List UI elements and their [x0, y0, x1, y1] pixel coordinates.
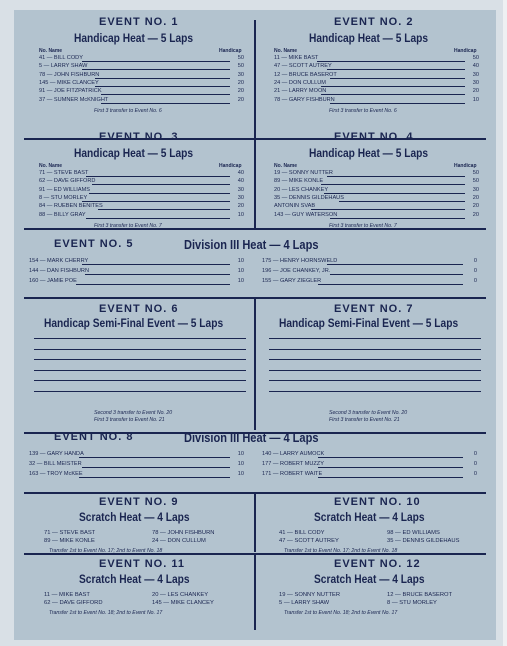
entry-row	[274, 80, 479, 87]
entry-row	[262, 258, 477, 265]
entry-handicap: 0	[473, 451, 477, 457]
entry-line	[327, 176, 465, 177]
entry-name: ANTONIN SVAB	[274, 203, 316, 210]
transfer-note: First 3 transfer to Event No. 7	[94, 223, 162, 229]
entry-name: 19 — SONNY NUTTER	[274, 170, 333, 176]
entry-right: 35 — DENNIS GILDEHAUS	[387, 538, 460, 544]
entry-line	[318, 477, 463, 478]
entry-row	[39, 212, 244, 219]
entry-name: 12 — BRUCE BASEROT	[274, 71, 337, 78]
entry-handicap: 50	[472, 170, 479, 176]
entry-line	[311, 209, 465, 210]
entry-row	[274, 178, 479, 185]
event-title: Handicap Heat — 5 Laps	[74, 146, 194, 160]
entry-name: 24 — DON CULLUM	[274, 79, 326, 86]
entry-handicap: 10	[237, 471, 244, 477]
entry-handicap: 30	[472, 186, 479, 193]
entry-name: 177 — ROBERT MUZZY	[262, 461, 324, 467]
entry-handicap: 10	[237, 258, 244, 264]
entry-line	[95, 86, 230, 87]
blank-entry-line	[34, 338, 246, 339]
program-page	[14, 10, 496, 640]
column-header-handicap: Handicap	[219, 48, 242, 54]
transfer-note: Second 3 transfer to Event No. 20	[329, 410, 408, 416]
transfer-note: First 3 transfer to Event No. 6	[94, 108, 162, 114]
entry-row	[274, 55, 479, 62]
entry-row	[39, 170, 244, 177]
entry-handicap: 10	[237, 278, 244, 284]
event-title: Scratch Heat — 4 Laps	[314, 510, 425, 524]
entry-row	[39, 88, 244, 95]
entry-name: 91 — ED WILLIAMS	[39, 186, 90, 193]
entry-line	[82, 264, 230, 265]
entry-line	[321, 94, 466, 95]
entry-row	[262, 278, 477, 285]
entry-row	[39, 178, 244, 185]
entry-name: 32 — BILL MEISTER	[29, 461, 82, 467]
entry-line	[82, 467, 230, 468]
entry-right: 12 — BRUCE BASEROT	[387, 592, 453, 598]
entry-row	[274, 187, 479, 194]
event-title: Scratch Heat — 4 Laps	[79, 572, 190, 586]
entry-name: 88 — BILLY GRAY	[39, 211, 86, 218]
entry-handicap: 0	[473, 471, 477, 477]
entry-handicap: 20	[237, 96, 244, 103]
event-label: EVENT NO. 5	[54, 238, 134, 250]
transfer-note: Second 3 transfer to Event No. 20	[94, 410, 173, 416]
entry-left: 19 — SONNY NUTTER	[279, 592, 341, 598]
entry-name: 62 — DAVE GIFFORD	[39, 178, 96, 185]
blank-entry-line	[34, 349, 246, 350]
column-header-name: No. Name	[274, 163, 298, 169]
blank-entry-line	[269, 359, 481, 360]
entry-line	[79, 457, 230, 458]
entry-handicap: 10	[237, 451, 244, 457]
event-title: Scratch Heat — 4 Laps	[79, 510, 190, 524]
entry-row	[274, 63, 479, 70]
entry-line	[86, 176, 231, 177]
transfer-note: First 3 transfer to Event No. 6	[329, 108, 397, 114]
entry-handicap: 40	[472, 63, 479, 70]
entry-right: 98 — ED WILLIAMS	[387, 530, 440, 536]
entry-line	[92, 184, 230, 185]
entry-handicap: 20	[472, 211, 479, 218]
entry-left: 11 — MIKE BAST	[44, 592, 90, 598]
entry-name: 8 — STU MORLEY	[39, 194, 88, 201]
entry-right: 145 — MIKE CLANCEY	[152, 600, 214, 606]
entry-name: 155 — GARY ZIEGLER	[262, 278, 322, 284]
paper-edge	[503, 0, 507, 646]
entry-row	[39, 187, 244, 194]
entry-left: 62 — DAVE GIFFORD	[44, 600, 103, 606]
transfer-note: First 3 transfer to Event No. 21	[94, 417, 165, 423]
entry-right: 24 — DON CULLUM	[152, 538, 206, 544]
entry-handicap: 0	[473, 268, 477, 274]
entry-handicap: 20	[472, 203, 479, 210]
column-header-name: No. Name	[39, 48, 63, 54]
event-label: EVENT NO. 10	[334, 496, 421, 508]
entry-handicap: 50	[472, 178, 479, 185]
entry-row	[262, 461, 477, 468]
entry-handicap: 40	[237, 178, 244, 185]
column-header-handicap: Handicap	[454, 163, 477, 169]
entry-line	[82, 69, 230, 70]
column-divider	[254, 494, 256, 552]
entry-name: 5 — LARRY SHAW	[39, 63, 88, 70]
blank-entry-line	[269, 370, 481, 371]
blank-entry-line	[34, 380, 246, 381]
blank-entry-line	[34, 370, 246, 371]
entry-handicap: 0	[473, 258, 477, 264]
transfer-note: Transfer 1st to Event No. 17; 2nd to Event No. 18	[284, 548, 398, 554]
transfer-note: First 3 transfer to Event No. 21	[329, 417, 400, 423]
entry-right: 78 — JOHN FISHBURN	[152, 530, 215, 536]
entry-row	[39, 55, 244, 62]
blank-entry-line	[269, 349, 481, 350]
entry-line	[321, 86, 466, 87]
event-label: EVENT NO. 9	[99, 496, 179, 508]
entry-row	[274, 203, 479, 210]
entry-line	[318, 284, 463, 285]
transfer-note: Transfer 1st to Event No. 18; 2nd to Event No. 17	[284, 610, 398, 616]
column-header-handicap: Handicap	[454, 48, 477, 54]
entry-handicap: 30	[472, 71, 479, 78]
entry-row	[39, 72, 244, 79]
entry-line	[95, 78, 230, 79]
entry-handicap: 20	[472, 88, 479, 95]
entry-row	[39, 80, 244, 87]
entry-line	[330, 218, 465, 219]
entry-name: 145 — MIKE CLANCEY	[39, 79, 99, 86]
entry-line	[79, 477, 230, 478]
entry-row	[29, 451, 244, 458]
entry-line	[85, 274, 230, 275]
entry-line	[82, 61, 230, 62]
event-title: Scratch Heat — 4 Laps	[314, 572, 425, 586]
event-label: EVENT NO. 3	[99, 131, 179, 143]
entry-handicap: 0	[473, 278, 477, 284]
entry-name: 78 — JOHN FISHBURN	[39, 71, 100, 78]
entry-handicap: 20	[237, 79, 244, 86]
entry-row	[274, 195, 479, 202]
entry-name: 21 — LARRY MOON	[274, 88, 327, 95]
column-divider	[254, 555, 256, 630]
entry-name: 20 — LES CHANKEY	[274, 186, 329, 193]
entry-name: 154 — MARK CHERRY	[29, 258, 89, 264]
column-header-name: No. Name	[39, 163, 63, 169]
transfer-note: Transfer 1st to Event No. 18; 2nd to Event No. 17	[49, 610, 163, 616]
event-label: EVENT NO. 4	[334, 131, 414, 143]
entry-handicap: 30	[472, 79, 479, 86]
entry-row	[29, 258, 244, 265]
entry-right: 20 — LES CHANKEY	[152, 592, 209, 598]
event-label: EVENT NO. 12	[334, 558, 421, 570]
entry-left: 89 — MIKE KONLE	[44, 538, 95, 544]
entry-handicap: 50	[237, 63, 244, 70]
entry-line	[321, 184, 466, 185]
column-divider	[254, 140, 256, 228]
entry-row	[39, 97, 244, 104]
column-header-name: No. Name	[274, 48, 298, 54]
entry-name: 71 — STEVE BAST	[39, 170, 89, 176]
entry-line	[98, 209, 230, 210]
entry-line	[317, 61, 465, 62]
entry-handicap: 10	[472, 96, 479, 103]
entry-handicap: 10	[237, 268, 244, 274]
entry-row	[262, 268, 477, 275]
transfer-note: Transfer 1st to Event No. 17; 2nd to Event No. 18	[49, 548, 163, 554]
entry-left: 5 — LARRY SHAW	[279, 600, 330, 606]
entry-line	[318, 467, 463, 468]
event-title: Handicap Heat — 5 Laps	[309, 31, 429, 45]
entry-handicap: 20	[237, 88, 244, 95]
entry-handicap: 30	[237, 71, 244, 78]
entry-row	[274, 72, 479, 79]
entry-name: 163 — TROY McKEE	[29, 471, 83, 477]
entry-line	[330, 78, 465, 79]
entry-line	[82, 201, 230, 202]
entry-name: 47 — SCOTT AUTREY	[274, 63, 332, 70]
column-divider	[254, 299, 256, 430]
event-title: Handicap Heat — 5 Laps	[74, 31, 194, 45]
event-label: EVENT NO. 2	[334, 16, 414, 28]
entry-name: 84 — RUEBEN BENITES	[39, 203, 103, 210]
entry-row	[29, 278, 244, 285]
entry-left: 47 — SCOTT AUTREY	[279, 538, 339, 544]
event-title: Division III Heat — 4 Laps	[184, 430, 319, 445]
column-header-handicap: Handicap	[219, 163, 242, 169]
entry-line	[76, 284, 231, 285]
entry-handicap: 50	[237, 55, 244, 61]
event-title: Division III Heat — 4 Laps	[184, 237, 319, 252]
entry-name: 144 — DAN FISHBURN	[29, 268, 89, 274]
entry-name: 35 — DENNIS GILDEHAUS	[274, 194, 344, 201]
entry-name: 139 — GARY HANDA	[29, 451, 84, 457]
entry-row	[274, 170, 479, 177]
entry-handicap: 10	[237, 211, 244, 218]
entry-row	[39, 203, 244, 210]
entry-name: 175 — HENRY HORNSWELD	[262, 258, 338, 264]
entry-line	[86, 218, 231, 219]
entry-name: 78 — GARY FISHBURN	[274, 96, 335, 103]
entry-name: 143 — GUY WATERSON	[274, 211, 338, 218]
entry-left: 71 — STEVE BAST	[44, 530, 96, 536]
event-label: EVENT NO. 1	[99, 16, 179, 28]
entry-name: 140 — LARRY AUMOCK	[262, 451, 325, 457]
entry-row	[274, 212, 479, 219]
event-title: Handicap Semi-Final Event — 5 Laps	[279, 316, 459, 330]
entry-row	[274, 97, 479, 104]
entry-line	[318, 457, 463, 458]
blank-entry-line	[34, 359, 246, 360]
transfer-note: First 3 transfer to Event No. 7	[329, 223, 397, 229]
entry-name: 41 — BILL CODY	[39, 55, 83, 61]
entry-right: 8 — STU MORLEY	[387, 600, 437, 606]
entry-row	[262, 471, 477, 478]
entry-row	[39, 195, 244, 202]
entry-line	[330, 103, 465, 104]
event-label: EVENT NO. 8	[54, 431, 134, 443]
entry-handicap: 0	[473, 461, 477, 467]
entry-line	[327, 69, 465, 70]
entry-line	[330, 274, 463, 275]
entry-handicap: 20	[472, 194, 479, 201]
entry-line	[339, 201, 465, 202]
entry-handicap: 30	[237, 186, 244, 193]
event-title: Handicap Semi-Final Event — 5 Laps	[44, 316, 224, 330]
entry-handicap: 50	[472, 55, 479, 61]
entry-name: 91 — JOE FITZPATRICK	[39, 88, 102, 95]
blank-entry-line	[269, 338, 481, 339]
event-label: EVENT NO. 11	[99, 558, 185, 570]
blank-entry-line	[269, 391, 481, 392]
entry-name: 160 — JAMIE POE	[29, 278, 77, 284]
entry-handicap: 40	[237, 170, 244, 176]
entry-name: 89 — MIKE KONLE	[274, 178, 324, 185]
event-title: Handicap Heat — 5 Laps	[309, 146, 429, 160]
entry-row	[262, 451, 477, 458]
column-divider	[254, 20, 256, 138]
entry-line	[327, 264, 463, 265]
entry-row	[39, 63, 244, 70]
event-label: EVENT NO. 6	[99, 303, 179, 315]
blank-entry-line	[269, 380, 481, 381]
blank-entry-line	[34, 391, 246, 392]
entry-name: 171 — ROBERT WAITE	[262, 471, 323, 477]
entry-row	[29, 471, 244, 478]
entry-handicap: 20	[237, 203, 244, 210]
entry-handicap: 10	[237, 461, 244, 467]
entry-line	[89, 193, 230, 194]
entry-name: 37 — SUMNER McKNIGHT	[39, 96, 109, 103]
entry-row	[274, 88, 479, 95]
entry-row	[29, 461, 244, 468]
entry-handicap: 30	[237, 194, 244, 201]
entry-line	[324, 193, 465, 194]
entry-line	[101, 103, 230, 104]
entry-row	[29, 268, 244, 275]
entry-line	[101, 94, 230, 95]
entry-left: 41 — BILL CODY	[279, 530, 325, 536]
entry-name: 11 — MIKE BAST	[274, 55, 319, 61]
event-label: EVENT NO. 7	[334, 303, 414, 315]
entry-name: 196 — JOE CHANKEY, JR.	[262, 268, 331, 274]
